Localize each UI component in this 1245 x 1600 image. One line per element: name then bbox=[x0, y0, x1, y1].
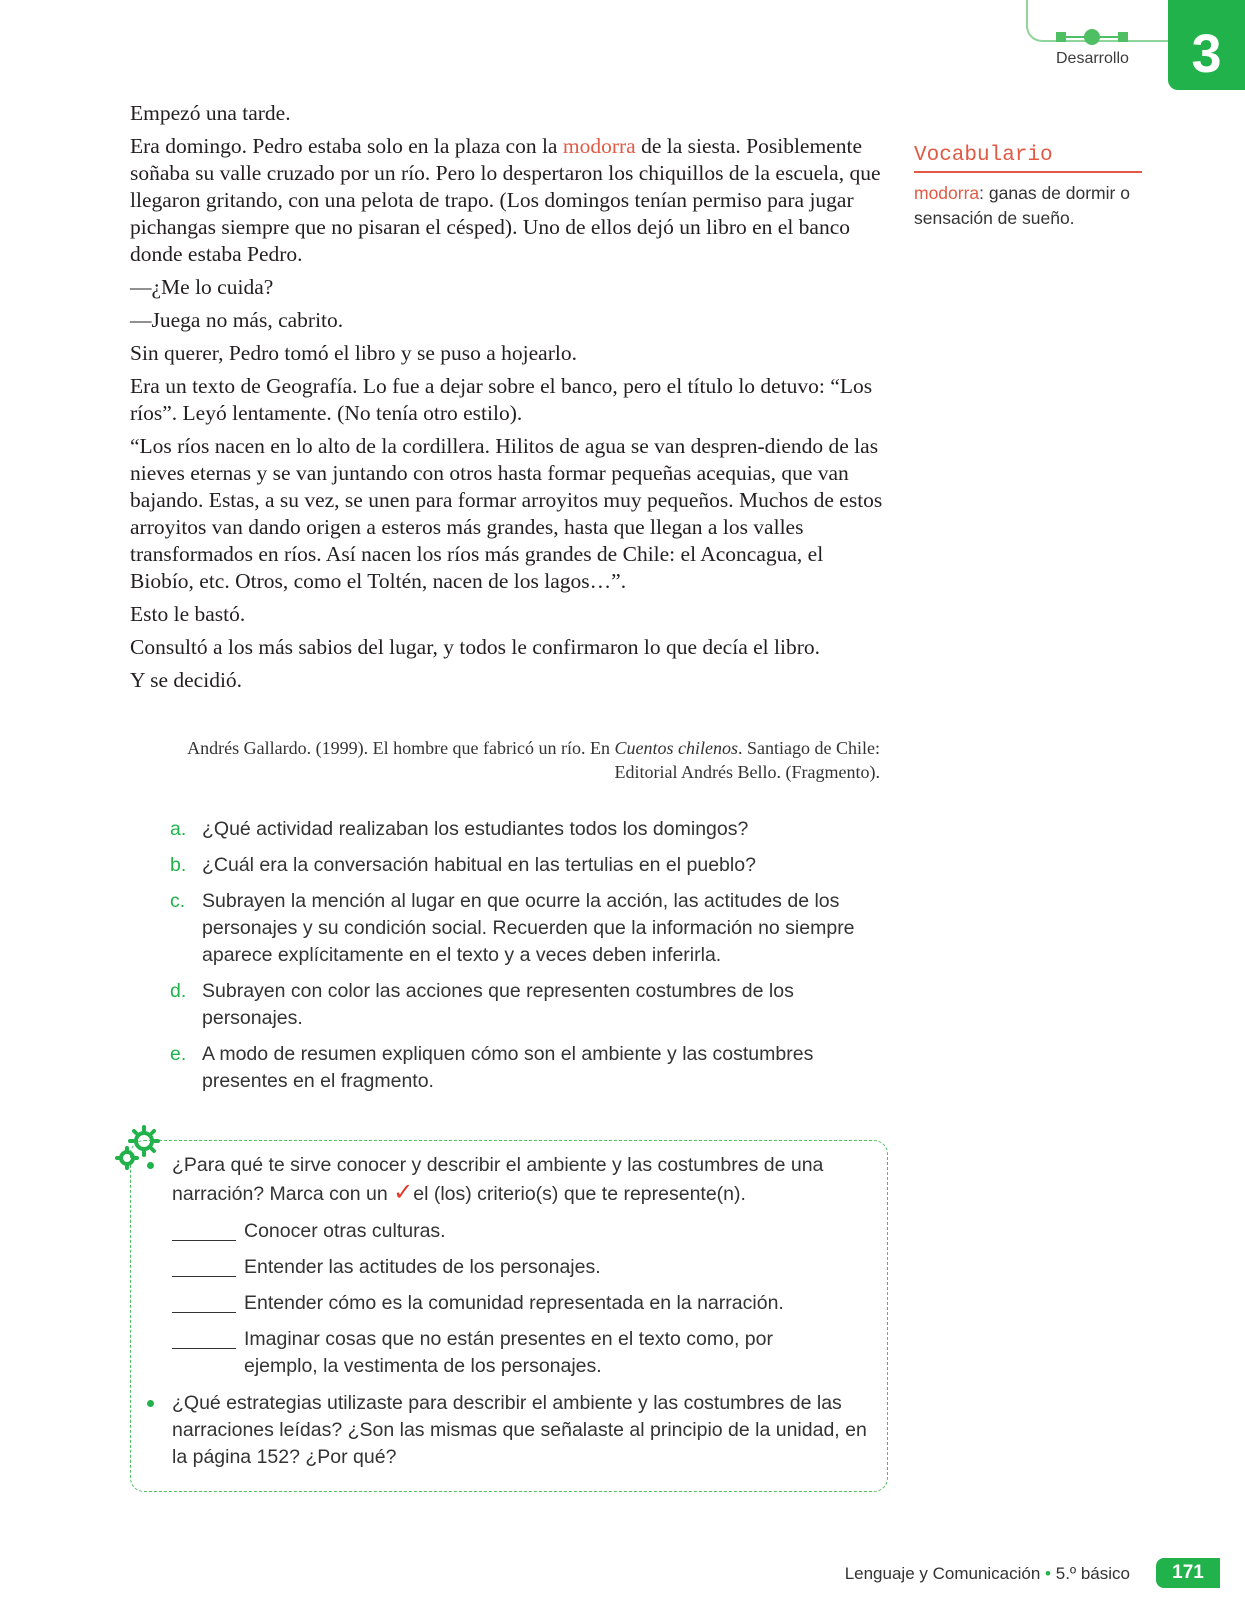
footer-subject: Lenguaje y Comunicación • 5.º básico bbox=[844, 1564, 1130, 1583]
story-paragraph: —Juega no más, cabrito. bbox=[130, 308, 344, 332]
question-list bbox=[170, 816, 860, 1104]
vocabulary-box bbox=[914, 144, 1142, 231]
story-paragraph: “Los ríos nacen en lo alto de la cordillera. Hilitos de agua se van despren-diendo de las nieves eternas y se van juntando con otros hasta formar pequeñas acequias, que van bajando. Estas, a su vez, se unen para formar arroyitos muy pequeños. Muchos de estos arroyitos van dando origen a esteros más grandes, hasta que llegan a los valles transformados en ríos. Así nacen los ríos más grandes de Chile: el Aconcagua, el Biobío, etc. Otros, como el Toltén, nacen de los lagos…”. bbox=[130, 434, 883, 593]
story-paragraph: Sin querer, Pedro tomó el libro y se puso a hojearlo. bbox=[130, 341, 577, 365]
vocabulary-term: modorra bbox=[914, 183, 980, 203]
criterion-item: Entender cómo es la comunidad representada en la narración. bbox=[172, 1290, 852, 1317]
source-citation: Andrés Gallardo. (1999). El hombre que fabricó un río. En Cuentos chilenos. Santiago de Chile: Editorial Andrés Bello. (Fragmento). bbox=[187, 738, 880, 782]
answer-blank[interactable] bbox=[172, 1276, 236, 1277]
question-letter: b. bbox=[170, 854, 187, 876]
question-letter: d. bbox=[170, 980, 187, 1002]
reflection-question: ¿Para qué te sirve conocer y describir el ambiente y las costumbres de una narración? Marca con un ✓el (los) criterio(s) que te represente(n). bbox=[172, 1152, 872, 1208]
check-icon: ✓ bbox=[393, 1179, 414, 1206]
criterion-item: Entender las actitudes de los personajes. bbox=[172, 1254, 852, 1281]
question-item: b. ¿Cuál era la conversación habitual en las tertulias en el pueblo? bbox=[170, 852, 860, 879]
story-paragraph: Esto le bastó. bbox=[130, 602, 246, 626]
reflection-question: ¿Qué estrategias utilizaste para describir el ambiente y las costumbres de las narraciones leídas? ¿Son las mismas que señalaste al principio de la unidad, en la página 152? ¿Por qué? bbox=[172, 1390, 872, 1471]
criterion-item: Conocer otras culturas. bbox=[172, 1218, 852, 1245]
vocab-highlight: modorra bbox=[562, 134, 636, 158]
vocabulary-definition: modorra: ganas de dormir o sensación de sueño. bbox=[914, 183, 1130, 228]
story-paragraph: Era un texto de Geografía. Lo fue a dejar sobre el banco, pero el título lo detuvo: “Los ríos”. Leyó lentamente. (No tenía otro estilo). bbox=[130, 374, 873, 425]
vocabulary-title: Vocabulario bbox=[914, 144, 1142, 173]
section-label: Desarrollo bbox=[1056, 50, 1129, 67]
answer-blank[interactable] bbox=[172, 1312, 236, 1313]
gears-icon bbox=[114, 1124, 164, 1174]
question-item: d. Subrayen con color las acciones que representen costumbres de los personajes. bbox=[170, 980, 794, 1029]
question-item: e. A modo de resumen expliquen cómo son el ambiente y las costumbres presentes en el fragmento. bbox=[170, 1043, 814, 1092]
unit-number-tab: 3 bbox=[1168, 0, 1245, 90]
question-letter: c. bbox=[170, 890, 186, 912]
story-paragraph: Consultó a los más sabios del lugar, y todos le confirmaron lo que decía el libro. bbox=[130, 635, 820, 659]
story-paragraph: Y se decidió. bbox=[130, 668, 243, 692]
answer-blank[interactable] bbox=[172, 1240, 236, 1241]
question-item: c. Subrayen la mención al lugar en que ocurre la acción, las actitudes de los personajes y su condición social. Recuerden que la información no siempre aparece explícitamente en el texto y a veces deben inferirla. bbox=[170, 890, 855, 966]
reading-passage bbox=[130, 100, 885, 700]
answer-blank[interactable] bbox=[172, 1348, 236, 1349]
page-number: 171 bbox=[1156, 1558, 1220, 1588]
question-letter: a. bbox=[170, 818, 187, 840]
question-item: a. ¿Qué actividad realizaban los estudiantes todos los domingos? bbox=[170, 816, 860, 843]
story-paragraph: Empezó una tarde. bbox=[130, 101, 291, 125]
question-letter: e. bbox=[170, 1043, 187, 1065]
story-paragraph: Era domingo. Pedro estaba solo en la plaza con la modorra de la siesta. Posiblemente soñaba su valle cruzado por un río. Pero lo despertaron los chiquillos de la escuela, que llegaron gritando, con una pelota de trapo. (Los domingos tenían permiso para jugar pichangas siempre que no pisaran el césped). Uno de ellos dejó un libro en el banco donde estaba Pedro. bbox=[130, 134, 881, 266]
bullet-dot bbox=[147, 1400, 154, 1407]
bullet-dot bbox=[147, 1162, 154, 1169]
story-paragraph: —¿Me lo cuida? bbox=[130, 275, 274, 299]
criterion-item: Imaginar cosas que no están presentes en el texto como, por ejemplo, la vestimenta de los personajes. bbox=[172, 1326, 852, 1380]
